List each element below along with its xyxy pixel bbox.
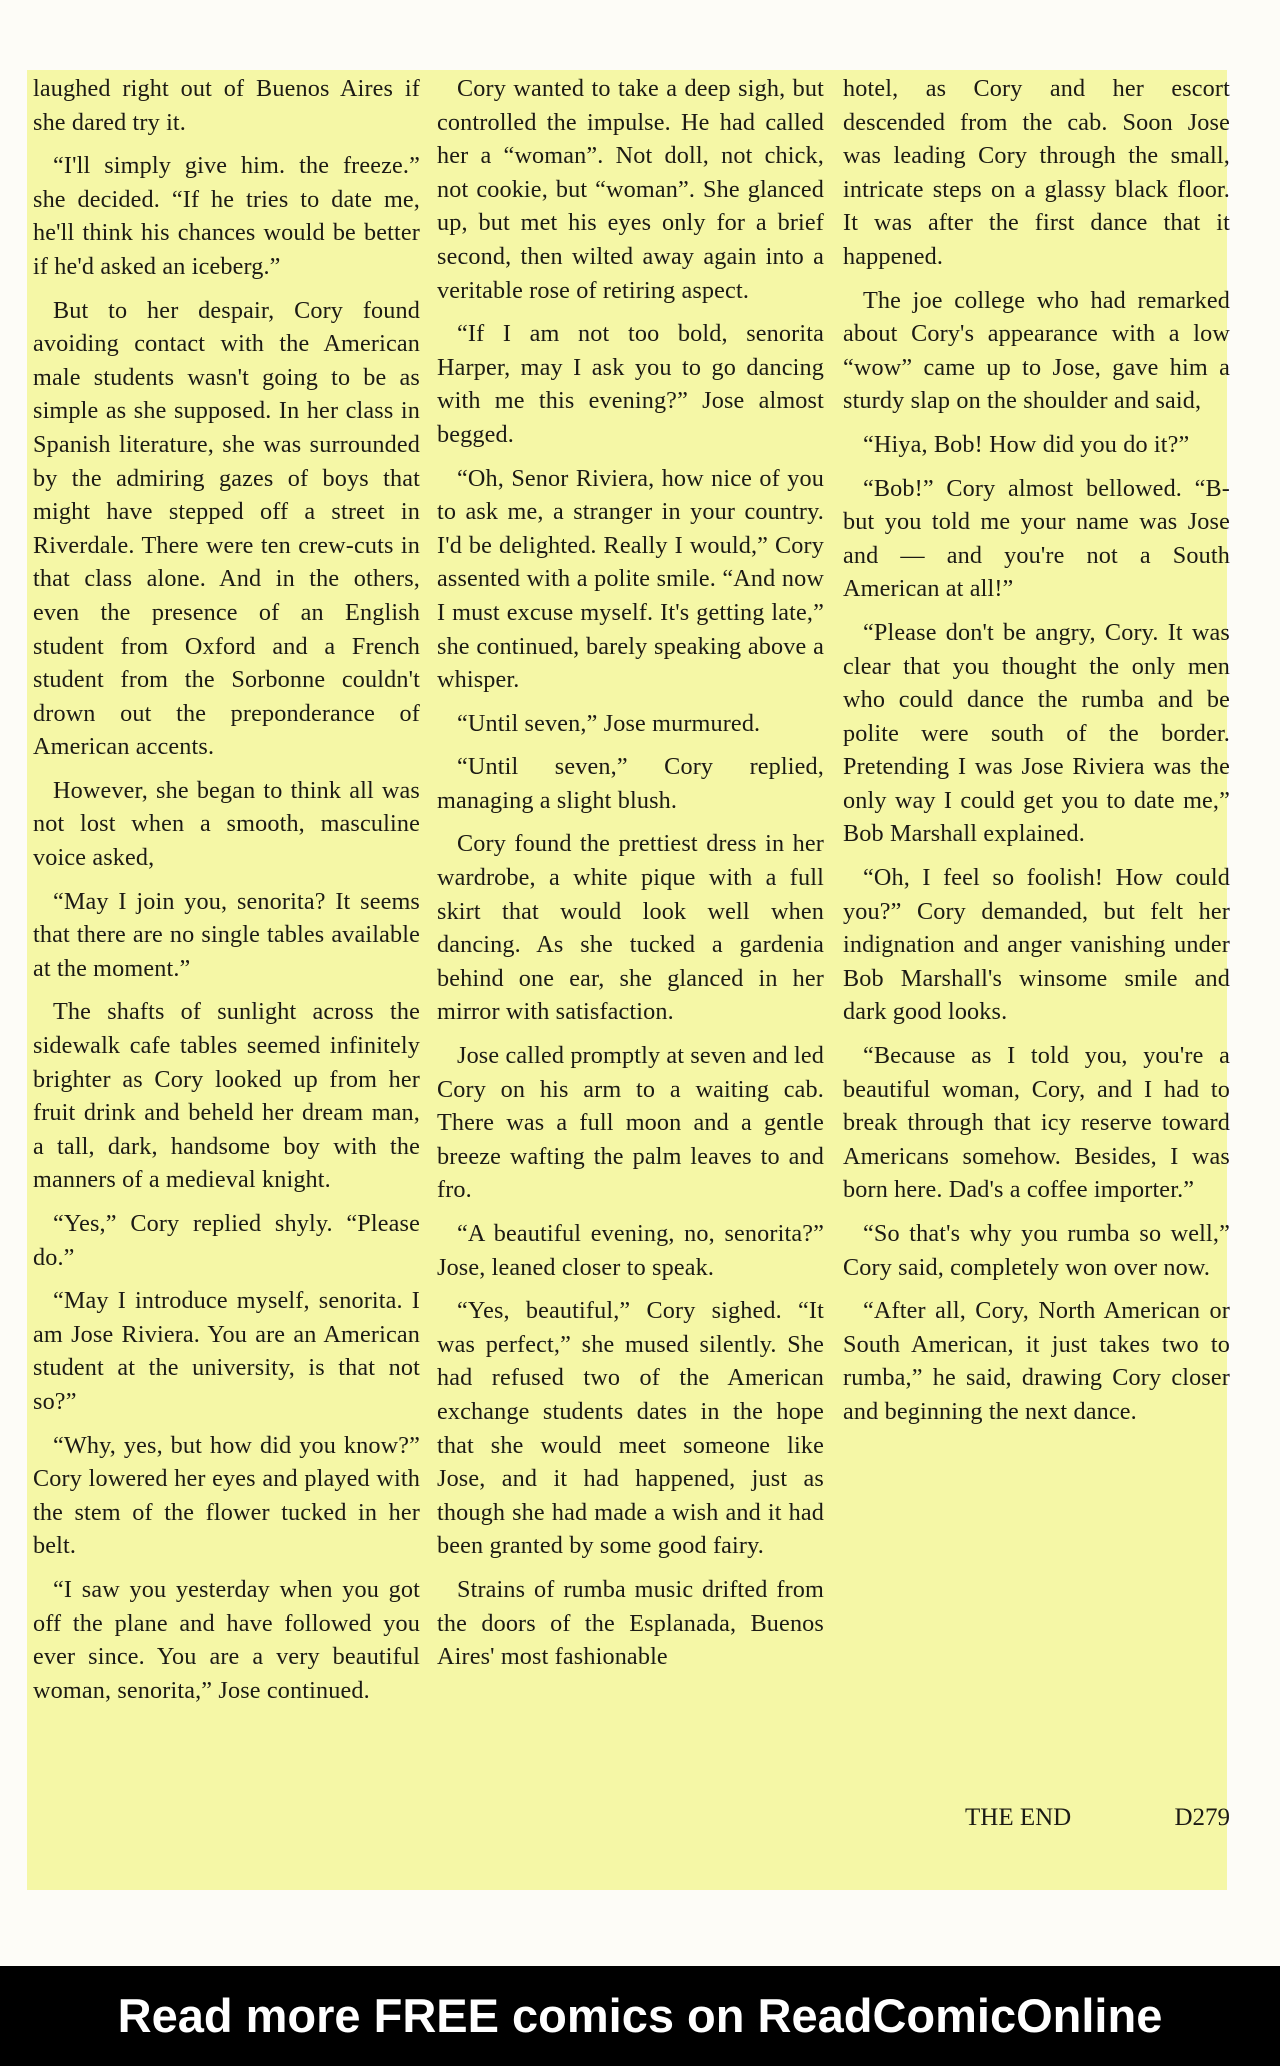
paragraph: “Why, yes, but how did you know?” Cory lowered her eyes and played with the stem of the flower tucked in her belt.: [33, 1431, 420, 1560]
paragraph: Cory wanted to take a deep sigh, but controlled the impulse. He had called her a “woman”. Not doll, not chick, not cookie, but “woman”. She glanced up, but met his eyes only for a brief second, then wilted away again into a veritable rose of retiring aspect.: [437, 75, 824, 304]
paragraph: hotel, as Cory and her escort descended from the cab. Soon Jose was leading Cory through the small, intricate steps on a glassy black floor. It was after the first dance that it happened.: [843, 75, 1230, 270]
paragraph: “If I am not too bold, senorita Harper, may I ask you to go dancing with me this evening?” Jose almost begged.: [437, 320, 824, 448]
paragraph: “Until seven,” Jose murmured.: [457, 709, 761, 737]
paragraph: “Bob!” Cory almost bellowed. “B-but you told me your name was Jose and — and you're not a South American at all!”: [843, 474, 1230, 603]
banner-text: Read more FREE comics on ReadComicOnline: [117, 1989, 1163, 2042]
story-column-1: [33, 72, 420, 1717]
paragraph: “May I introduce myself, senorita. I am Jose Riviera. You are an American student at the university, is that not so?”: [33, 1287, 420, 1415]
paragraph: “Yes, beautiful,” Cory sighed. “It was perfect,” she mused silently. She had refused two of the American exchange students dates in the hope that she would meet someone like Jose, and it had happened, just as though she had made a wish and it had been granted by some good fairy.: [437, 1297, 824, 1560]
paragraph: “May I join you, senorita? It seems that there are no single tables available at the moment.”: [33, 887, 420, 982]
paragraph: “Until seven,” Cory replied, managing a slight blush.: [437, 753, 824, 814]
paragraph: “Oh, I feel so foolish! How could you?” Cory demanded, but felt her indignation and anger vanishing under Bob Marshall's winsome smile and dark good looks.: [843, 864, 1230, 1026]
paragraph: But to her despair, Cory found avoiding contact with the American male students wasn't going to be as simple as she supposed. In her class in Spanish literature, she was surrounded by the admiring gazes of boys that might have stepped off a street in Riverdale. There were ten crew-cuts in that class alone. And in the others, even the presence of an English student from Oxford and a French student from the Sorbonne couldn't drown out the preponderance of American accents.: [33, 296, 420, 761]
paragraph: The joe college who had remarked about Cory's appearance with a low “wow” came up to Jose, gave him a sturdy slap on the shoulder and said,: [843, 286, 1230, 415]
paragraph: “Because as I told you, you're a beautiful woman, Cory, and I had to break through that icy reserve toward Americans somehow. Besides, I was born here. Dad's a coffee importer.”: [843, 1042, 1230, 1204]
paragraph: “A beautiful evening, no, senorita?” Jose, leaned closer to speak.: [437, 1220, 824, 1281]
story-column-3: [843, 72, 1230, 1439]
paragraph: laughed right out of Buenos Aires if she dared try it.: [33, 75, 420, 136]
paragraph: “After all, Cory, North American or South American, it just takes two to rumba,” he said, drawing Cory closer and beginning the next dance.: [843, 1297, 1230, 1425]
paragraph: “Hiya, Bob! How did you do it?”: [863, 430, 1190, 458]
paragraph: “I'll simply give him. the freeze.” she decided. “If he tries to date me, he'll think his chances would be better if he'd asked an iceberg.”: [33, 152, 420, 280]
paragraph: Cory found the prettiest dress in her wardrobe, a white pique with a full skirt that would look well when dancing. As she tucked a gardenia behind one ear, she glanced in her mirror with satisfaction.: [437, 830, 824, 1026]
paragraph: Jose called promptly at seven and led Cory on his arm to a waiting cab. There was a full moon and a gentle breeze wafting the palm leaves to and fro.: [437, 1042, 824, 1204]
paragraph: “Please don't be angry, Cory. It was clear that you thought the only men who could dance the rumba and be polite were south of the border. Pretending I was Jose Riviera was the only way I could get you to date me,” Bob Marshall explained.: [843, 618, 1230, 848]
story-end-line: [965, 1804, 1230, 1832]
paragraph: “So that's why you rumba so well,” Cory said, completely won over now.: [843, 1220, 1230, 1281]
paragraph: “I saw you yesterday when you got off the plane and have followed you ever since. You are a very beautiful woman, senorita,” Jose continued.: [33, 1575, 420, 1704]
read-more-banner-link[interactable]: [0, 1966, 1280, 2066]
the-end-label: THE END: [965, 1804, 1072, 1831]
paragraph: Strains of rumba music drifted from the doors of the Esplanada, Buenos Aires' most fashionable: [437, 1575, 824, 1671]
paragraph: “Oh, Senor Riviera, how nice of you to ask me, a stranger in your country. I'd be delighted. Really I would,” Cory assented with a polite smile. “And now I must excuse myself. It's getting late,” she continued, barely speaking above a whisper.: [437, 464, 824, 694]
paragraph: However, she began to think all was not lost when a smooth, masculine voice asked,: [33, 776, 420, 872]
paragraph: The shafts of sunlight across the sidewalk cafe tables seemed infinitely brighter as Cory looked up from her fruit drink and beheld her dream man, a tall, dark, handsome boy with the manners of a medieval knight.: [33, 998, 420, 1194]
paragraph: “Yes,” Cory replied shyly. “Please do.”: [33, 1210, 420, 1271]
story-column-2: [437, 72, 824, 1684]
page-code: D279: [1174, 1804, 1230, 1831]
